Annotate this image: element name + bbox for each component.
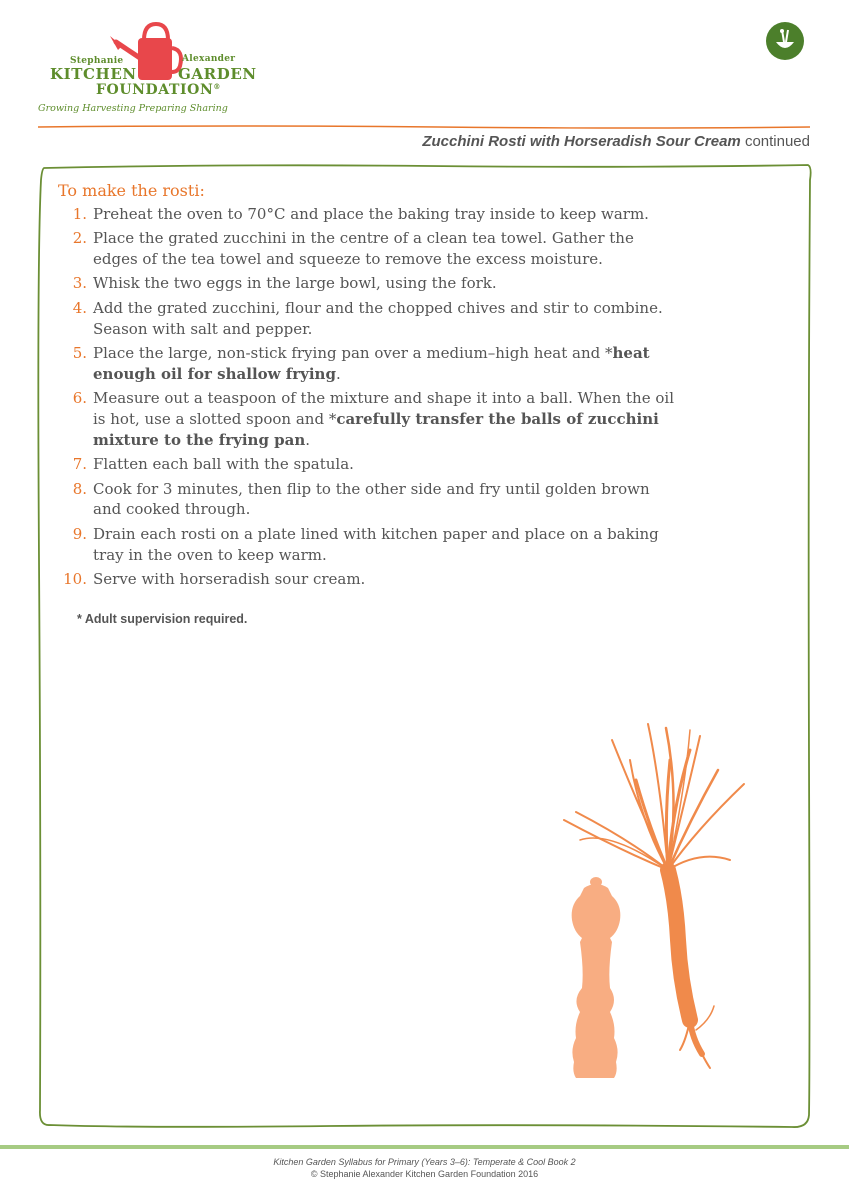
pepper-grinder-icon [572,877,621,1078]
method-section [58,181,678,594]
step-item: 8. Cook for 3 minutes, then flip to the other side and fry until golden brown and cooked through. [72,479,650,519]
step-item: 2. Place the grated zucchini in the centre of a clean tea towel. Gather the edges of the tea towel and squeeze to remove the excess moisture. [72,229,634,268]
logo-garden: GARDEN [178,65,257,83]
logo-tagline: Growing Harvesting Preparing Sharing [38,103,228,114]
footer-syllabus: Kitchen Garden Syllabus for Primary (Years 3–6): Temperate & Cool Book 2 [273,1157,576,1167]
header-divider [38,124,810,130]
footer-copyright: © Stephanie Alexander Kitchen Garden Foundation 2016 [310,1169,539,1179]
step-item: 9. Drain each rosti on a plate lined with kitchen paper and place on a baking tray in the oven to keep warm. [72,524,659,564]
steps-list [58,204,678,590]
step-item: 7. Flatten each ball with the spatula. [72,455,354,474]
logo-alexander: Alexander [182,54,236,64]
recipe-title [422,133,810,150]
continued-label: continued [744,133,810,150]
logo-stephanie: Stephanie [70,56,124,66]
step-item: 10. Serve with horseradish sour cream. [63,570,366,589]
page-footer [0,1156,849,1180]
supervision-note: * Adult supervision required. [77,612,248,626]
decorative-illustration [540,720,780,1080]
step-item: 5. Place the large, non-stick frying pan over a medium–high heat and *heat enough oil for shallow frying. [72,344,650,383]
step-item: 4. Add the grated zucchini, flour and the chopped chives and stir to combine. Season with salt and pepper. [72,298,663,338]
logo-foundation: FOUNDATION® [96,82,221,98]
step-item: 1. Preheat the oven to 70°C and place the baking tray inside to keep warm. [72,204,649,223]
section-heading: To make the rosti: [58,181,205,200]
bowl-utensils-icon [766,22,804,60]
step-item: 3. Whisk the two eggs in the large bowl, using the fork. [72,274,497,293]
step-item: 6. Measure out a teaspoon of the mixture and shape it into a ball. When the oil is hot, use a slotted spoon and *carefully transfer the balls of zucchini mixture to the frying pan. [72,389,674,449]
logo-kitchen: KITCHEN [50,65,137,83]
foundation-logo [38,20,263,120]
recipe-name: Zucchini Rosti with Horseradish Sour Cream [422,133,741,150]
footer-divider [0,1145,849,1149]
